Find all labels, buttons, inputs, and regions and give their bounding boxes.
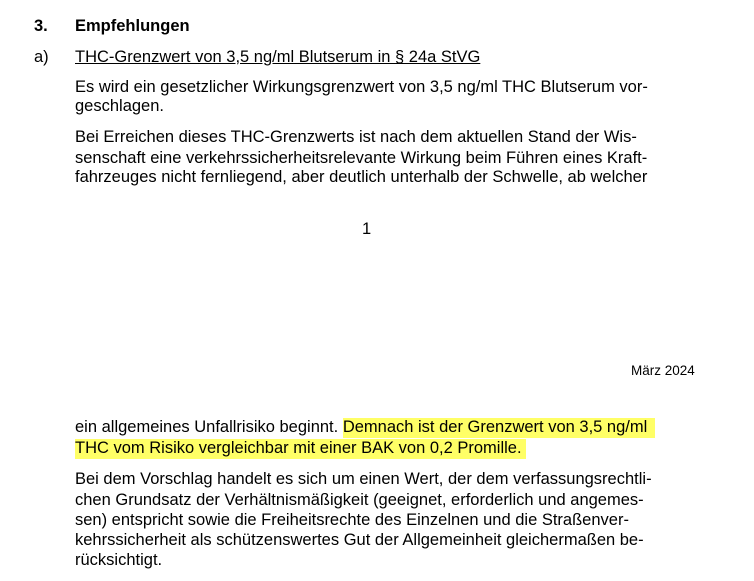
subsection-letter: a) xyxy=(34,48,49,66)
paragraph-2-line-1: Bei Erreichen dieses THC-Grenzwerts ist nach dem aktuellen Stand der Wis- xyxy=(75,128,637,146)
paragraph-2-line-2: senschaft eine verkehrssicherheitsrelevante Wirkung beim Führen eines Kraft- xyxy=(75,149,648,167)
paragraph-1-line-1: Es wird ein gesetzlicher Wirkungsgrenzwert von 3,5 ng/ml THC Blutserum vor- xyxy=(75,78,648,96)
subsection-title: THC-Grenzwert von 3,5 ng/ml Blutserum in § 24a StVG xyxy=(75,48,481,66)
paragraph-2-continued-line-1 xyxy=(75,416,655,438)
section-title: Empfehlungen xyxy=(75,17,190,35)
section-number: 3. xyxy=(34,17,48,35)
paragraph-3-line-3: sen) entspricht sowie die Freiheitsrechte des Einzelnen und die Straßenver- xyxy=(75,511,629,529)
paragraph-3-line-1: Bei dem Vorschlag handelt es sich um einen Wert, der dem verfassungsrechtli- xyxy=(75,470,652,488)
paragraph-2-continued-line-2 xyxy=(75,437,526,459)
paragraph-3-line-4: kehrssicherheit als schützenswertes Gut der Allgemeinheit gleichermaßen be- xyxy=(75,531,644,549)
paragraph-3-line-5: rücksichtigt. xyxy=(75,551,163,569)
highlighted-text: THC vom Risiko vergleichbar mit einer BAK von 0,2 Promille. xyxy=(75,439,526,459)
footer-date: März 2024 xyxy=(631,363,695,378)
plain-text: ein allgemeines Unfallrisiko beginnt. xyxy=(75,418,343,436)
highlighted-text: Demnach ist der Grenzwert von 3,5 ng/ml xyxy=(343,418,655,438)
paragraph-1-line-2: geschlagen. xyxy=(75,97,164,115)
paragraph-3-line-2: chen Grundsatz der Verhältnismäßigkeit (geeignet, erforderlich und angemes- xyxy=(75,491,644,509)
paragraph-2-line-3: fahrzeuges nicht fernliegend, aber deutlich unterhalb der Schwelle, ab welcher xyxy=(75,168,648,186)
page-number: 1 xyxy=(362,220,372,238)
